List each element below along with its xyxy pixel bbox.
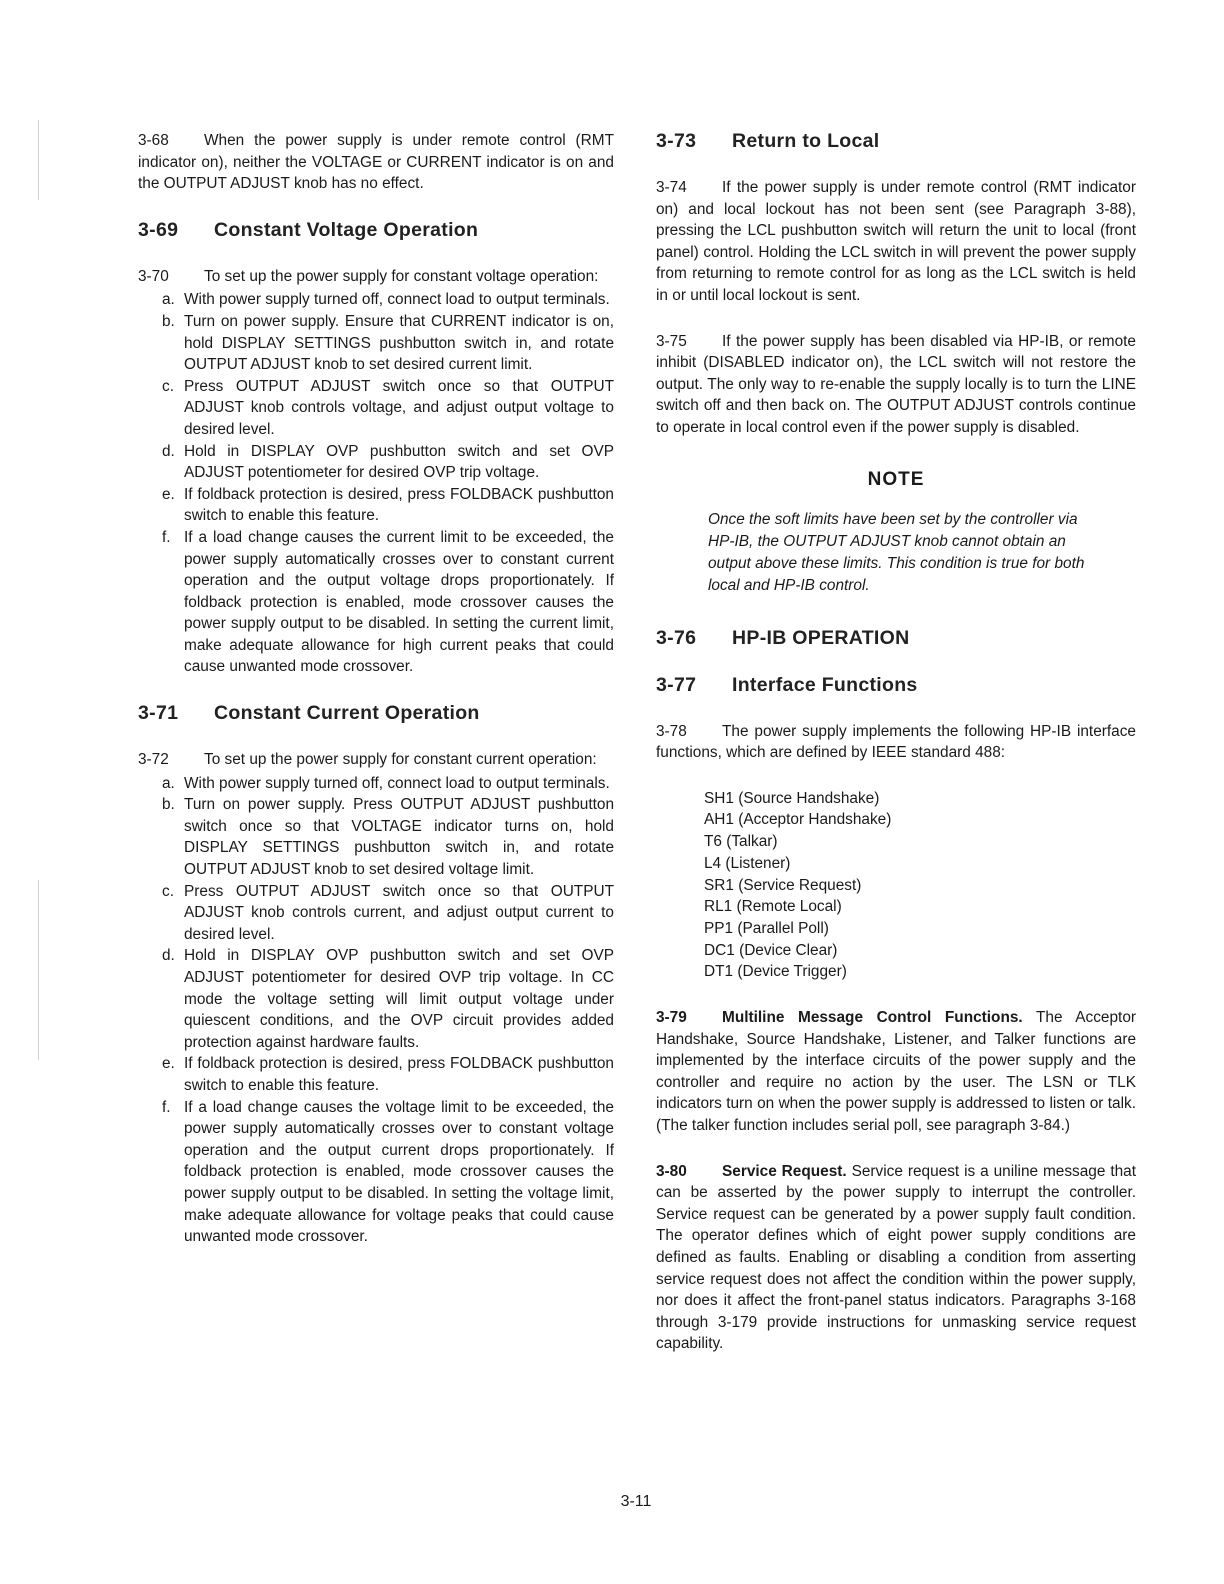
page-number: 3-11 (620, 1493, 652, 1510)
list-item: b. Turn on power supply. Ensure that CURRENT indicator is on, hold DISPLAY SETTINGS pushbutton switch in, and rotate OUTPUT ADJUST knob to set desired current limit. (162, 312, 614, 374)
list-item: AH1 (Acceptor Handshake) (704, 811, 892, 829)
list-item: d. Hold in DISPLAY OVP pushbutton switch and set OVP ADJUST potentiometer for desired OVP trip voltage. In CC mode the voltage setting will limit output voltage under quiescent conditions, and the OVP circuit provides added protection against hardware faults. (162, 947, 614, 1051)
paragraph-3-70: 3-70 To set up the power supply for constant voltage operation: (138, 267, 599, 285)
list-item: f. If a load change causes the voltage limit to be exceeded, the power supply automatically crosses over to constant voltage operation and the output current drops proportionately. If foldback protection is enabled, mode crossover causes the power supply output to be disabled. In setting the voltage limit, make adequate allowance for voltage peaks that could cause unwanted mode crossover. (162, 1098, 614, 1246)
list-item: c. Press OUTPUT ADJUST switch once so that OUTPUT ADJUST knob controls voltage, and adjust output voltage to desired level. (162, 377, 614, 438)
list-item: L4 (Listener) (704, 854, 791, 872)
note-title: NOTE (867, 468, 925, 490)
list-item: e. If foldback protection is desired, press FOLDBACK pushbutton switch to enable this feature. (162, 1055, 614, 1094)
right-column (656, 130, 1136, 1355)
list-item: e. If foldback protection is desired, press FOLDBACK pushbutton switch to enable this feature. (162, 485, 614, 525)
list-item: DC1 (Device Clear) (704, 941, 838, 959)
list-item: d. Hold in DISPLAY OVP pushbutton switch and set OVP ADJUST potentiometer for desired OVP trip voltage. (162, 442, 614, 482)
list-item: a. With power supply turned off, connect load to output terminals. (162, 774, 610, 792)
list-item: PP1 (Parallel Poll) (704, 919, 829, 937)
heading-3-71: 3-71 Constant Current Operation (138, 702, 480, 725)
list-item: f. If a load change causes the current limit to be exceeded, the power supply automatically crosses over to constant current operation and the output voltage drops proportionately. If foldback protection is enabled, mode crossover causes the power supply output to be disabled. In setting the current limit, make adequate allowance for high current peaks that could cause unwanted mode crossover. (162, 528, 614, 676)
heading-3-77: 3-77 Interface Functions (656, 673, 918, 696)
heading-3-76: 3-76 HP-IB OPERATION (656, 626, 910, 649)
list-item: SH1 (Source Handshake) (704, 789, 880, 807)
list-item: T6 (Talkar) (704, 833, 778, 851)
heading-3-69: 3-69 Constant Voltage Operation (138, 218, 479, 241)
heading-3-73: 3-73 Return to Local (656, 130, 880, 152)
list-item: SR1 (Service Request) (704, 876, 862, 894)
list-item: b. Turn on power supply. Press OUTPUT ADJUST pushbutton switch once so that VOLTAGE indicator turns on, hold DISPLAY SETTINGS pushbutton switch in, and rotate OUTPUT ADJUST knob to set desired voltage limit. (162, 796, 614, 879)
paragraph-3-78: 3-78 The power supply implements the following HP-IB interface functions, which are defined by IEEE standard 488: (656, 722, 1136, 762)
paragraph-3-80: 3-80 Service Request. Service request is a uniline message that can be asserted by the power supply to interrupt the controller. Service request can be generated by a power supply fault condition. The operator defines which of eight power supply conditions are defined as faults. Enabling or disabling a condition from asserting service request does not affect the condition within the power supply, nor does it affect the front-panel status indicators. Paragraphs 3-168 through 3-179 provide instructions for unmasking service request capability. (656, 1162, 1137, 1353)
paragraph-3-74: 3-74 If the power supply is under remote control (RMT indicator on) and local lockout has not been sent (see Paragraph 3-88), pressing the LCL pushbutton switch will return the unit to local (front panel) control. Holding the LCL switch in will prevent the power supply from returning to remote control for as long as the LCL switch is held in or until local lockout is sent. (656, 179, 1136, 304)
list-item: c. Press OUTPUT ADJUST switch once so that OUTPUT ADJUST knob controls current, and adjust output current to desired level. (162, 882, 614, 943)
paragraph-3-79: 3-79 Multiline Message Control Functions. The Acceptor Handshake, Source Handshake, Listener, and Talker functions are implemented by the interface circuits of the power supply and the controller and require no action by the user. The LSN or TLK indicators turn on when the power supply is addressed to listen or talk. (The talker function includes serial poll, see paragraph 3-84.) (656, 1009, 1137, 1135)
list-item: RL1 (Remote Local) (704, 898, 842, 916)
left-column (138, 130, 614, 1248)
list-item: a. With power supply turned off, connect load to output terminals. (162, 291, 610, 309)
scan-margin-mark (38, 880, 39, 1060)
cv-steps-list (138, 289, 614, 678)
paragraph-3-72: 3-72 To set up the power supply for constant current operation: (138, 751, 597, 769)
cc-steps-list (138, 773, 614, 1248)
note-body: Once the soft limits have been set by the controller via HP-IB, the OUTPUT ADJUST knob cannot obtain an output above these limits. This condition is true for both local and HP-IB control. (708, 510, 1085, 594)
scan-margin-mark (38, 120, 39, 200)
list-item: DT1 (Device Trigger) (704, 963, 847, 981)
paragraph-3-68: 3-68 When the power supply is under remote control (RMT indicator on), neither the VOLTAGE or CURRENT indicator is on and the OUTPUT ADJUST knob has no effect. (138, 132, 614, 193)
interface-functions-list (704, 788, 1136, 983)
paragraph-3-75: 3-75 If the power supply has been disabled via HP-IB, or remote inhibit (DISABLED indicator on), the LCL switch will not restore the output. The only way to re-enable the supply locally is to turn the LINE switch off and then back on. The OUTPUT ADJUST controls continue to operate in local control even if the power supply is disabled. (656, 332, 1136, 436)
